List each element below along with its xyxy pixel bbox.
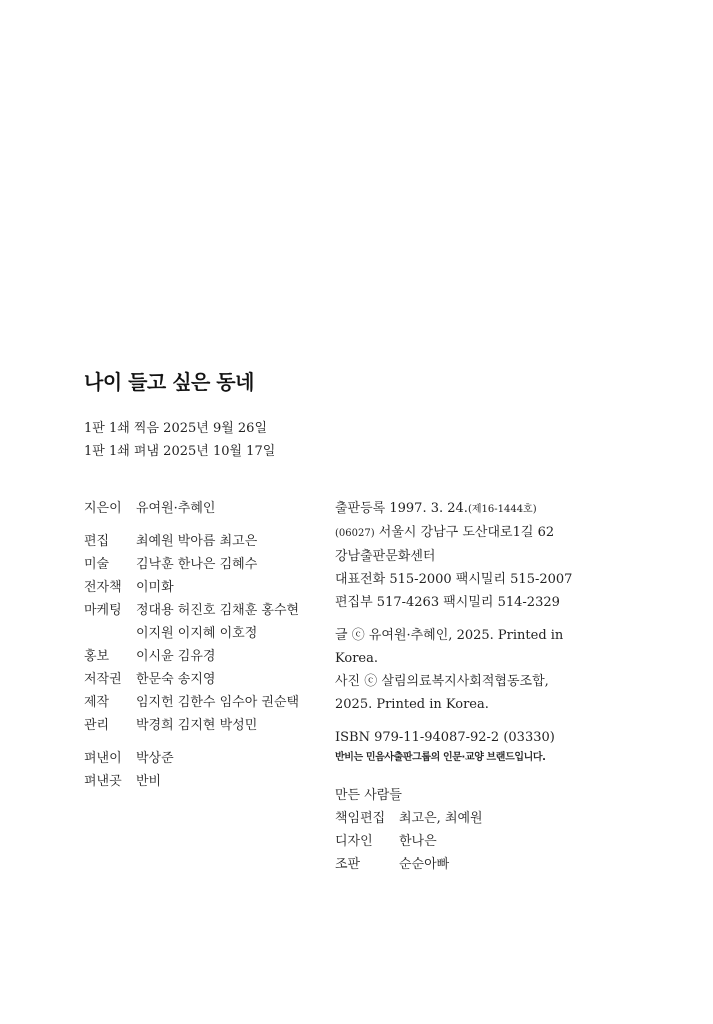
credit-role: 홍보: [84, 649, 110, 664]
credit-role: 제작: [84, 695, 110, 710]
editorial-phone: 편집부 517-4263 팩시밀리 514-2329: [335, 595, 560, 610]
publisher-name: 반비: [136, 774, 162, 789]
maker-names: 한나은: [399, 834, 437, 849]
credit-role: 지은이: [84, 501, 122, 516]
registration-date: 출판등록 1997. 3. 24.: [335, 501, 468, 516]
first-publication-date: 1판 1쇄 펴냄 2025년 10월 17일: [84, 444, 276, 459]
makers-title: 만든 사람들: [335, 788, 402, 803]
credit-names: 유여원·추혜인: [136, 501, 216, 516]
registration-line: [335, 497, 575, 521]
maker-role: 디자인: [335, 834, 373, 849]
maker-names: 최고은, 최예원: [399, 811, 483, 826]
edition-dates: [84, 417, 275, 463]
credit-role: 저작권: [84, 672, 122, 687]
publisher-name: 박상준: [136, 751, 174, 766]
credit-names: 김낙훈 한나은 김혜수: [136, 557, 258, 572]
isbn: ISBN 979-11-94087-92-2 (03330): [335, 730, 555, 745]
text-copyright: 글 ⓒ 유여원·추혜인, 2025. Printed in Korea.: [335, 628, 564, 666]
credit-role: 관리: [84, 718, 110, 733]
credit-role: 전자책: [84, 580, 122, 595]
publication-info: [335, 497, 575, 876]
credit-names: 이시윤 김유경: [136, 649, 216, 664]
maker-role: 조판: [335, 857, 361, 872]
center-name: 강남출판문화센터: [335, 549, 436, 564]
postal-code: (06027): [335, 528, 375, 539]
registration-number: (제16-1444호): [467, 504, 537, 515]
maker-row: [335, 853, 575, 876]
credit-role: 미술: [84, 557, 110, 572]
brand-note: 반비는 민음사출판그룹의 인문·교양 브랜드입니다.: [335, 752, 546, 763]
maker-names: 순순아빠: [399, 857, 450, 872]
credit-names: 박경희 김지현 박성민: [136, 718, 258, 733]
maker-role: 책임편집: [335, 811, 386, 826]
credit-names: 최예원 박아름 최고은: [136, 534, 258, 549]
maker-row: [335, 807, 575, 830]
book-title: 나이 들고 싶은 동네: [84, 370, 254, 394]
credit-role: 마케팅: [84, 603, 122, 618]
credit-names: 이지원 이지혜 이호정: [136, 626, 258, 641]
main-phone: 대표전화 515-2000 팩시밀리 515-2007: [335, 572, 573, 587]
credit-names: 한문숙 송지영: [136, 672, 216, 687]
maker-row: [335, 830, 575, 853]
credit-names: 정대용 허진호 김채훈 홍수현: [136, 603, 300, 618]
first-printing-date: 1판 1쇄 찍음 2025년 9월 26일: [84, 421, 268, 436]
credit-names: 임지헌 김한수 임수아 권순택: [136, 695, 300, 710]
photo-copyright: 사진 ⓒ 살림의료복지사회적협동조합, 2025. Printed in Korea.: [335, 674, 549, 712]
credit-role: 편집: [84, 534, 110, 549]
address: 서울시 강남구 도산대로1길 62: [374, 525, 555, 540]
address-line: [335, 521, 575, 545]
publisher-role: 펴낸곳: [84, 774, 122, 789]
credit-names: 이미화: [136, 580, 174, 595]
publisher-role: 펴낸이: [84, 751, 122, 766]
